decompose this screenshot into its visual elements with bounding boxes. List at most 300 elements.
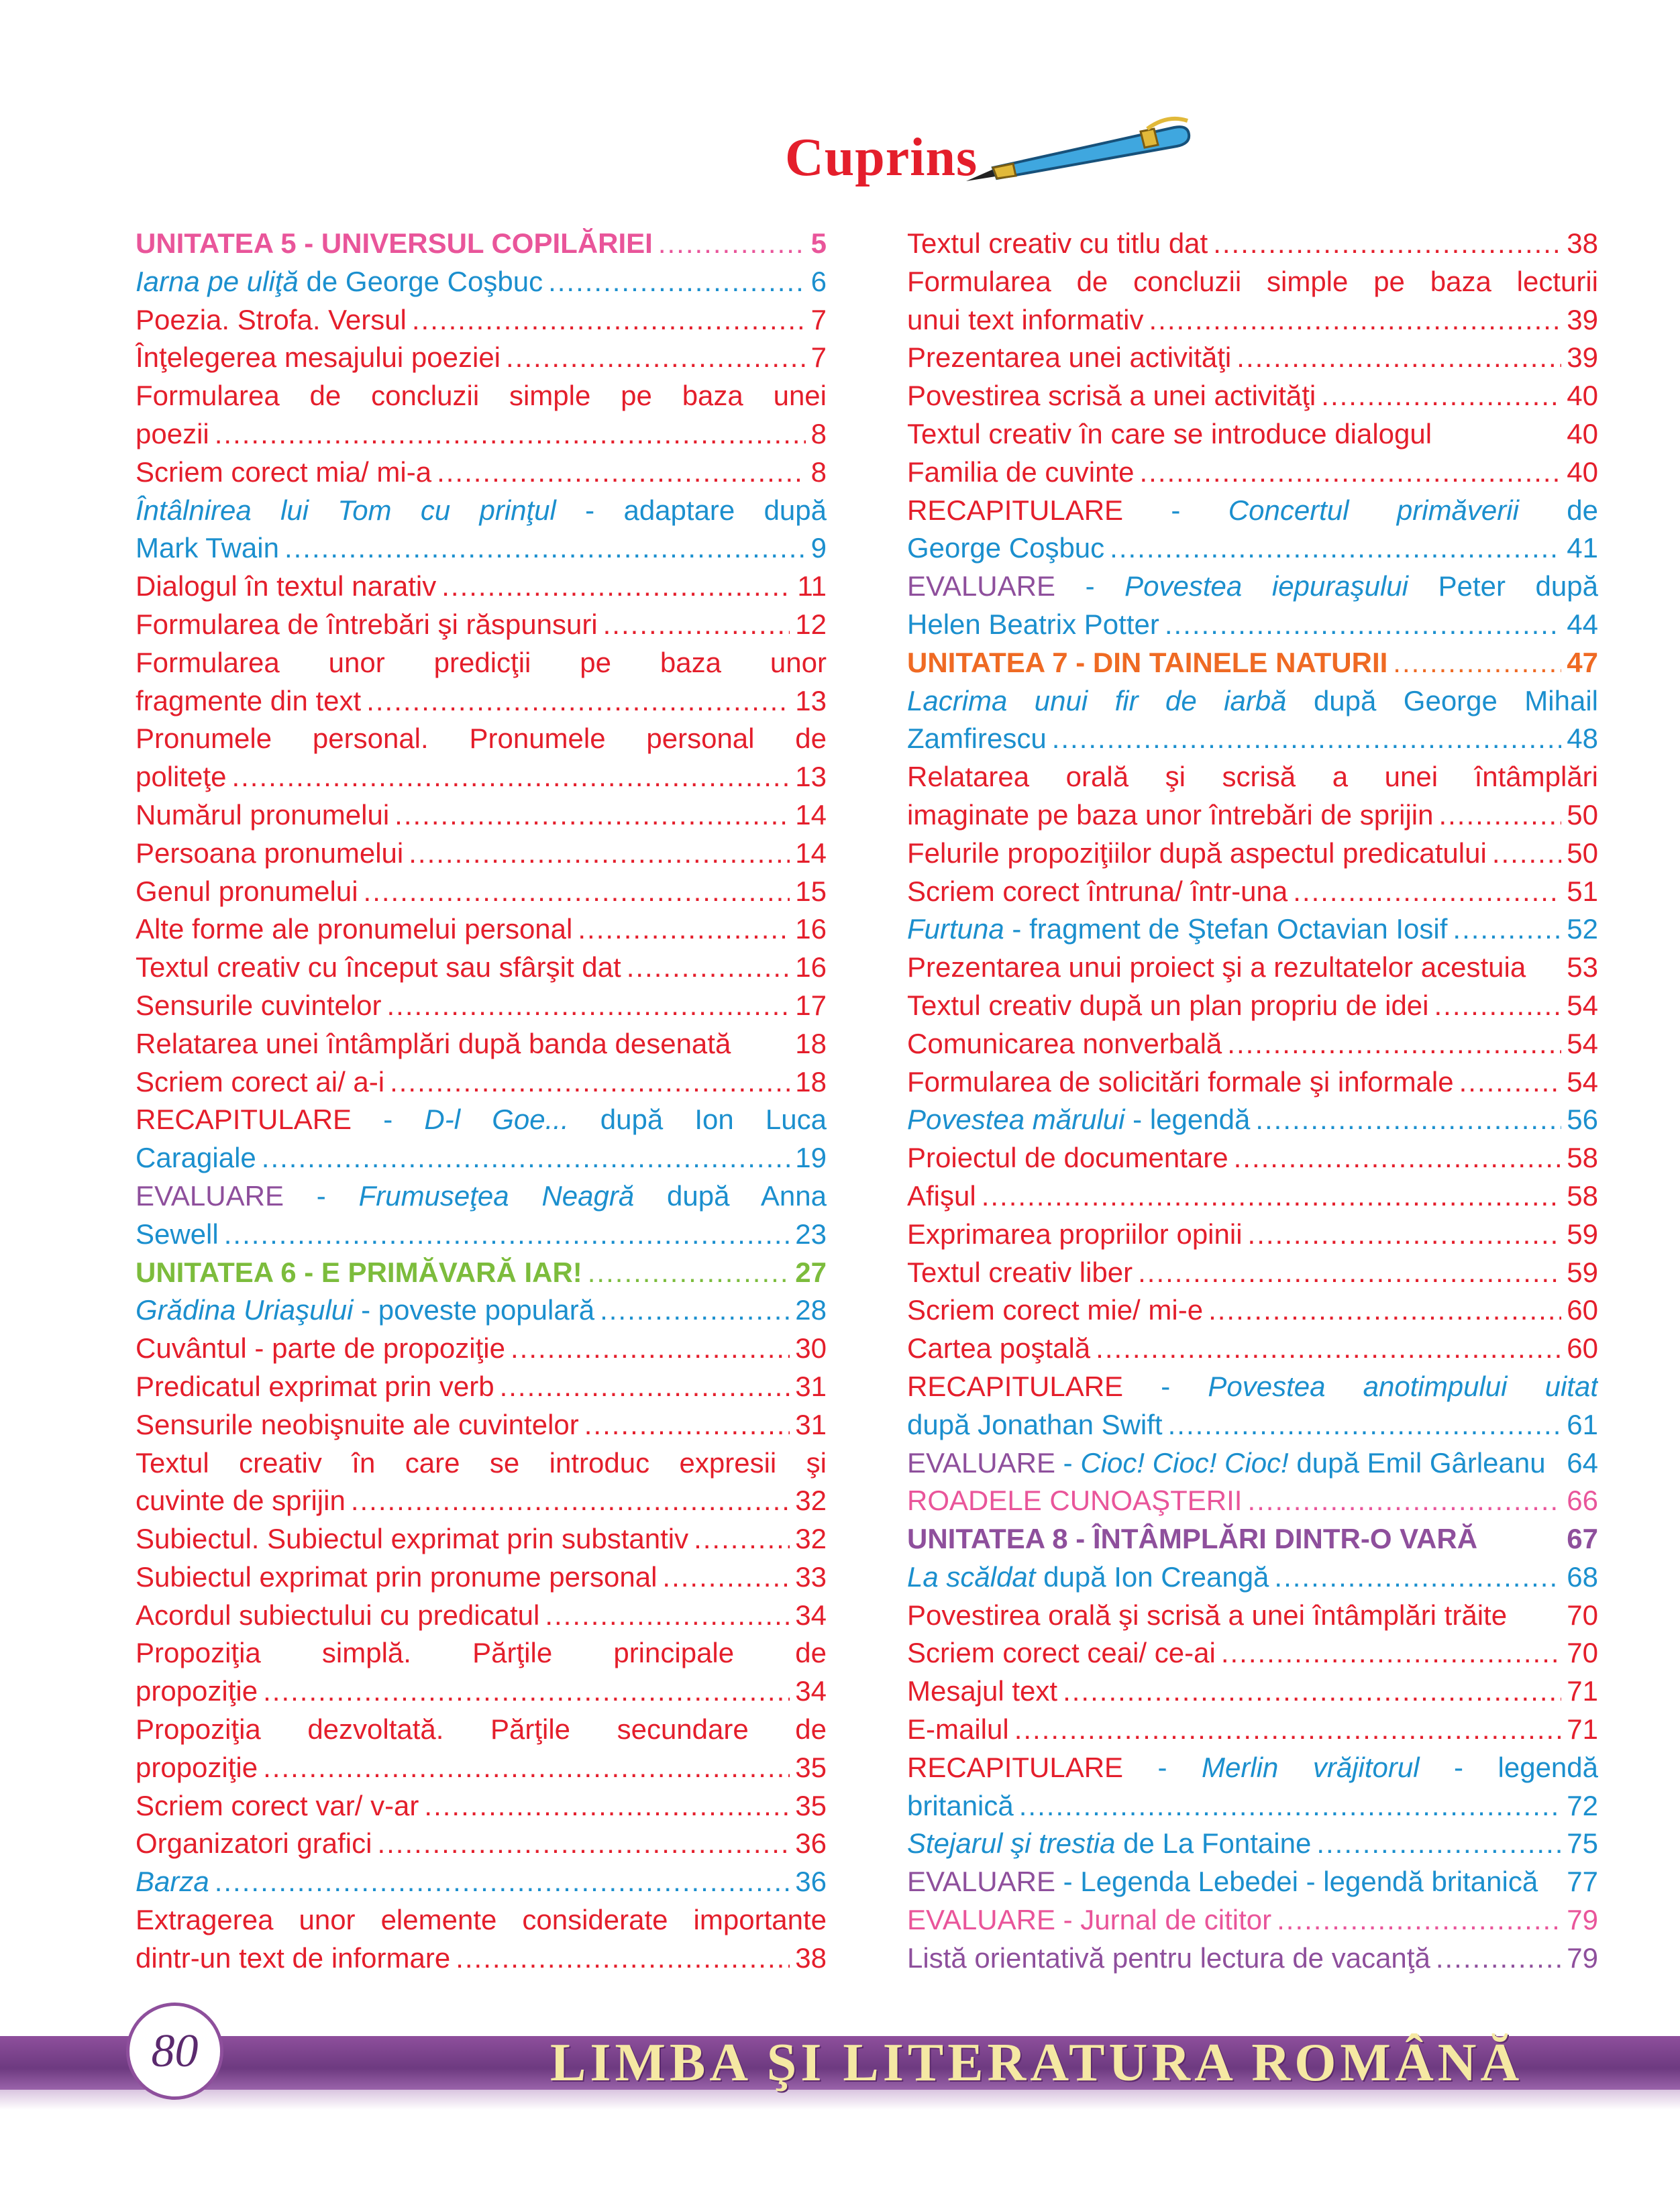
toc-page-number: 9	[810, 532, 827, 564]
toc-entry	[136, 1482, 827, 1520]
toc-entry-text	[907, 1520, 1477, 1558]
toc-text-segment: Exprimarea propriilor opinii	[907, 1218, 1243, 1250]
dot-leader	[658, 225, 806, 263]
toc-entry	[907, 263, 1598, 301]
toc-entry	[907, 1672, 1598, 1711]
toc-text-segment: Formularea de concluzii simple pe baza unei	[136, 380, 827, 412]
toc-text-segment: -	[1123, 1370, 1208, 1402]
toc-entry	[907, 1444, 1598, 1483]
toc-text-segment: -	[352, 1104, 425, 1136]
toc-text-segment: Relatarea unei întâmplări după banda desenată	[136, 1027, 731, 1059]
dot-leader	[578, 910, 790, 949]
toc-text-segment: Scriem corect mia/ mi-a	[136, 456, 432, 488]
toc-page-number: 39	[1567, 303, 1598, 335]
toc-entry	[907, 529, 1598, 568]
toc-text-segment: Merlin vrăjitorul	[1202, 1751, 1420, 1783]
dot-leader	[231, 758, 790, 796]
toc-text-segment: - legendă	[1419, 1751, 1598, 1783]
toc-page-number: 56	[1567, 1104, 1598, 1136]
toc-entry	[907, 1482, 1598, 1520]
toc-entry	[907, 987, 1598, 1025]
toc-text-segment: unui text informativ	[907, 303, 1144, 335]
toc-page-number: 30	[795, 1332, 827, 1365]
toc-entry	[907, 415, 1598, 454]
toc-text-segment: EVALUARE	[907, 1866, 1055, 1898]
toc-entry-text	[907, 263, 1598, 301]
dot-leader	[1138, 1254, 1561, 1292]
toc-page-number: 60	[1567, 1332, 1598, 1365]
toc-entry	[907, 1634, 1598, 1672]
toc-entry	[136, 1063, 827, 1102]
toc-entry	[136, 1139, 827, 1177]
toc-text-segment: Predicatul exprimat prin verb	[136, 1370, 494, 1402]
toc-entry	[136, 301, 827, 339]
toc-text-segment: Textul creativ după un plan propriu de idei	[907, 989, 1429, 1021]
toc-entry-text	[136, 1482, 346, 1520]
toc-text-segment: UNITATEA 7 - DIN TAINELE NATURII	[907, 646, 1388, 678]
dot-leader	[1393, 644, 1561, 682]
toc-entry	[136, 1520, 827, 1558]
toc-text-segment: Scriem corect întruna/ într-una	[907, 875, 1288, 907]
toc-entry-text	[907, 1634, 1216, 1672]
dot-leader	[588, 1254, 790, 1292]
toc-text-segment: Scriem corect ai/ a-i	[136, 1065, 385, 1098]
toc-entry-text	[136, 873, 358, 911]
toc-text-segment: Felurile propoziţiilor după aspectul predicatului	[907, 837, 1487, 869]
toc-entry-text	[136, 1025, 731, 1063]
dot-leader	[1234, 1139, 1562, 1177]
toc-entry-text	[907, 987, 1429, 1025]
toc-entry-text	[136, 1672, 258, 1711]
dot-leader	[224, 1216, 790, 1254]
dot-leader	[215, 1863, 790, 1901]
toc-text-segment: Formularea de concluzii simple pe baza lecturii	[907, 265, 1598, 297]
toc-text-segment: după Jonathan Swift	[907, 1408, 1163, 1440]
dot-leader	[603, 606, 790, 644]
toc-text-segment: UNITATEA 5 - UNIVERSUL COPILĂRIEI	[136, 227, 653, 259]
toc-page-number: 58	[1567, 1142, 1598, 1174]
toc-text-segment: propoziţie	[136, 1751, 258, 1783]
dot-leader	[1227, 1025, 1561, 1063]
toc-page-number: 28	[795, 1294, 827, 1326]
toc-page-number: 40	[1567, 380, 1598, 412]
toc-page-number: 59	[1567, 1218, 1598, 1250]
toc-entry	[907, 796, 1598, 835]
page-title: Cuprins	[785, 128, 978, 187]
toc-entry-text	[136, 1139, 256, 1177]
dot-leader	[1052, 720, 1562, 758]
toc-page-number: 6	[810, 265, 827, 297]
toc-text-segment: Extragerea unor elemente considerate importante	[136, 1904, 827, 1936]
toc-text-segment: Cartea poştală	[907, 1332, 1091, 1365]
toc-text-segment: Propoziţia simplă. Părţile principale de	[136, 1637, 827, 1669]
toc-entry	[907, 1711, 1598, 1749]
toc-text-segment: - legendă	[1124, 1104, 1251, 1136]
toc-page-number: 15	[795, 875, 827, 907]
dot-leader	[694, 1520, 790, 1558]
toc-entry	[136, 644, 827, 682]
toc-page-number: 58	[1567, 1179, 1598, 1212]
toc-page-number: 12	[795, 608, 827, 640]
toc-entry-text	[136, 1177, 827, 1216]
toc-entry	[907, 1825, 1598, 1863]
toc-text-segment: La scăldat	[907, 1560, 1036, 1593]
toc-page-number: 40	[1567, 417, 1598, 449]
toc-text-segment: EVALUARE	[907, 1446, 1055, 1479]
toc-page-number: 7	[810, 341, 827, 374]
toc-entry-text	[136, 377, 827, 415]
toc-entry	[136, 1901, 827, 1939]
toc-entry	[136, 1101, 827, 1139]
toc-text-segment: Textul creativ cu început sau sfârşit dat	[136, 951, 621, 983]
toc-entry	[907, 1254, 1598, 1292]
toc-entry	[136, 1597, 827, 1635]
toc-entry	[136, 682, 827, 721]
toc-page-number: 79	[1567, 1904, 1598, 1936]
toc-text-segment: D-l Goe...	[424, 1104, 569, 1136]
toc-entry-text	[136, 1330, 505, 1368]
toc-page-number: 14	[795, 837, 827, 869]
toc-entry-text	[136, 1901, 827, 1939]
dot-leader	[545, 1597, 790, 1635]
toc-text-segment: Proiectul de documentare	[907, 1142, 1228, 1174]
toc-entry-text	[907, 1025, 1222, 1063]
toc-entry	[907, 1291, 1598, 1330]
toc-text-segment: Textul creativ în care se introduce dialogul	[907, 417, 1432, 449]
toc-entry-text	[136, 492, 827, 530]
toc-entry-text	[907, 1749, 1598, 1787]
toc-text-segment: UNITATEA 6 - E PRIMĂVARĂ IAR!	[136, 1256, 582, 1288]
toc-entry	[907, 1558, 1598, 1597]
toc-entry-text	[907, 644, 1387, 682]
toc-text-segment: RECAPITULARE	[907, 1751, 1124, 1783]
toc-entry-text	[136, 225, 653, 263]
toc-entry-text	[136, 415, 209, 454]
toc-entry-text	[907, 1101, 1250, 1139]
toc-entry-text	[907, 1825, 1311, 1863]
toc-text-segment: Stejarul şi trestia	[907, 1827, 1116, 1860]
toc-entry	[907, 949, 1598, 987]
dot-leader	[1453, 910, 1561, 949]
toc-text-segment: EVALUARE	[907, 570, 1055, 602]
toc-entry	[907, 492, 1598, 530]
toc-text-segment: Sewell	[136, 1218, 219, 1250]
toc-entry-text	[907, 1330, 1090, 1368]
toc-entry	[136, 1177, 827, 1216]
toc-text-segment: Zamfirescu	[907, 723, 1047, 755]
toc-entry	[136, 1634, 827, 1672]
toc-entry-text	[907, 720, 1047, 758]
toc-text-segment: fragmente din text	[136, 684, 362, 716]
toc-text-segment: după Ion Luca	[568, 1104, 827, 1136]
toc-text-segment: după Emil Gârleanu	[1288, 1446, 1546, 1479]
toc-entry	[907, 1368, 1598, 1406]
toc-right-column	[907, 225, 1598, 1978]
dot-leader	[263, 1672, 790, 1711]
toc-entry-text	[907, 606, 1159, 644]
toc-entry	[136, 910, 827, 949]
dot-leader	[395, 796, 790, 835]
toc-page-number: 64	[1567, 1446, 1598, 1479]
toc-entry	[136, 1254, 827, 1292]
toc-entry-text	[136, 454, 431, 492]
toc-text-segment: poezii	[136, 417, 209, 449]
toc-page-number: 71	[1567, 1675, 1598, 1707]
dot-leader	[1436, 1939, 1561, 1978]
toc-page-number: 50	[1567, 837, 1598, 869]
toc-entry-text	[136, 339, 501, 377]
toc-entry	[136, 1939, 827, 1978]
toc-entry	[136, 1711, 827, 1749]
toc-entry	[136, 492, 827, 530]
toc-entry-text	[136, 301, 407, 339]
toc-text-segment: Genul pronumelui	[136, 875, 358, 907]
toc-entry	[136, 1025, 827, 1063]
toc-text-segment: Povestea mărului	[907, 1104, 1125, 1136]
toc-entry-text	[136, 1254, 582, 1292]
toc-entry-text	[907, 910, 1447, 949]
toc-entry	[907, 758, 1598, 796]
toc-entry-text	[907, 949, 1526, 987]
toc-entry	[136, 1368, 827, 1406]
toc-text-segment: Scriem corect ceai/ ce-ai	[907, 1637, 1216, 1669]
toc-text-segment: cuvinte de sprijin	[136, 1485, 346, 1517]
toc-entry	[907, 377, 1598, 415]
toc-text-segment: Grădina Uriaşului	[136, 1294, 354, 1326]
toc-text-segment: Textul creativ liber	[907, 1256, 1133, 1288]
dot-leader	[412, 301, 806, 339]
toc-entry	[136, 1672, 827, 1711]
toc-text-segment: -	[1123, 494, 1228, 526]
toc-text-segment: britanică	[907, 1789, 1014, 1821]
toc-text-segment: George Coşbuc	[907, 532, 1105, 564]
toc-entry	[136, 529, 827, 568]
toc-text-segment: Numărul pronumelui	[136, 798, 390, 831]
toc-entry	[907, 720, 1598, 758]
toc-text-segment: propoziţie	[136, 1675, 258, 1707]
toc-entry-text	[136, 529, 279, 568]
toc-entry	[136, 1863, 827, 1901]
toc-text-segment: Alte forme ale pronumelui personal	[136, 913, 573, 945]
toc-entry-text	[907, 682, 1598, 721]
toc-entry-text	[907, 301, 1144, 339]
dot-leader	[437, 454, 806, 492]
toc-entry-text	[907, 492, 1598, 530]
dot-leader	[1019, 1787, 1562, 1825]
toc-page-number: 8	[810, 456, 827, 488]
toc-entry	[907, 1901, 1598, 1939]
dot-leader	[1221, 1634, 1561, 1672]
toc-text-segment: Acordul subiectului cu predicatul	[136, 1599, 540, 1631]
toc-entry	[136, 339, 827, 377]
toc-text-segment: Povestirea scrisă a unei activităţi	[907, 380, 1316, 412]
toc-entry	[136, 720, 827, 758]
toc-text-segment: Formularea de întrebări şi răspunsuri	[136, 608, 598, 640]
toc-entry-text	[907, 1063, 1454, 1102]
dot-leader	[1321, 377, 1561, 415]
dot-leader	[1110, 529, 1561, 568]
toc-entry-text	[136, 1368, 494, 1406]
toc-entry-text	[136, 1749, 258, 1787]
toc-entry-text	[136, 606, 598, 644]
dot-leader	[1063, 1672, 1561, 1711]
toc-text-segment: Subiectul exprimat prin pronume personal	[136, 1560, 658, 1593]
dot-leader	[424, 1787, 790, 1825]
dot-leader	[1248, 1216, 1562, 1254]
toc-entry-text	[907, 758, 1598, 796]
toc-text-segment: RECAPITULARE	[907, 494, 1124, 526]
toc-entry-text	[136, 758, 226, 796]
toc-page-number: 36	[795, 1827, 827, 1860]
toc-page-number: 11	[797, 570, 827, 602]
toc-entry-text	[136, 263, 543, 301]
toc-page-number: 31	[795, 1370, 827, 1402]
toc-page-number: 75	[1567, 1827, 1598, 1860]
dot-leader	[1459, 1063, 1562, 1102]
toc-entry-text	[907, 1787, 1014, 1825]
toc-text-segment: Afişul	[907, 1179, 976, 1212]
toc-page-number: 47	[1567, 646, 1598, 678]
toc-entry	[907, 1025, 1598, 1063]
toc-text-segment: Textul creativ în care se introduc expresii şi	[136, 1446, 827, 1479]
toc-text-segment: de George Coşbuc	[298, 265, 543, 297]
toc-text-segment: Povestea iepuraşului	[1124, 570, 1408, 602]
toc-page-number: 40	[1567, 456, 1598, 488]
toc-left-column	[136, 225, 827, 1978]
dot-leader	[1247, 1482, 1561, 1520]
toc-page-number: 70	[1567, 1599, 1598, 1631]
toc-entry	[907, 1520, 1598, 1558]
toc-entry-text	[136, 644, 827, 682]
toc-entry-text	[907, 339, 1231, 377]
toc-entry-text	[907, 568, 1598, 606]
fountain-pen-icon	[953, 114, 1208, 195]
dot-leader	[1277, 1901, 1561, 1939]
toc-text-segment: după Anna	[634, 1179, 827, 1212]
toc-text-segment: Iarna pe uliţă	[136, 265, 299, 297]
toc-entry	[907, 1863, 1598, 1901]
toc-entry-text	[907, 529, 1104, 568]
toc-entry-text	[136, 568, 436, 606]
toc-entry-text	[907, 1939, 1430, 1978]
toc-entry	[136, 454, 827, 492]
toc-text-segment: Poezia. Strofa. Versul	[136, 303, 407, 335]
toc-entry-text	[907, 1901, 1271, 1939]
toc-page-number: 44	[1567, 608, 1598, 640]
dot-leader	[1438, 796, 1561, 835]
toc-page-number: 13	[795, 684, 827, 716]
dot-leader	[511, 1330, 790, 1368]
toc-page-number: 60	[1567, 1294, 1598, 1326]
toc-text-segment: Textul creativ cu titlu dat	[907, 227, 1208, 259]
dot-leader	[263, 1749, 790, 1787]
toc-entry-text	[136, 720, 827, 758]
toc-text-segment: Cuvântul - parte de propoziţie	[136, 1332, 505, 1365]
toc-entry-text	[907, 225, 1208, 263]
toc-text-segment: Frumuseţea Neagră	[358, 1179, 635, 1212]
dot-leader	[506, 339, 806, 377]
toc-page-number: 54	[1567, 1065, 1598, 1098]
dot-leader	[600, 1291, 790, 1330]
toc-entry-text	[136, 796, 389, 835]
toc-page-number: 50	[1567, 798, 1598, 831]
toc-entry-text	[136, 1787, 419, 1825]
toc-page-number: 36	[795, 1866, 827, 1898]
dot-leader	[441, 568, 792, 606]
toc-entry	[136, 1558, 827, 1597]
toc-entry	[907, 568, 1598, 606]
toc-entry	[907, 1597, 1598, 1635]
toc-text-segment: Listă orientativă pentru lectura de vacanţă	[907, 1941, 1430, 1974]
dot-leader	[1316, 1825, 1561, 1863]
toc-text-segment: Dialogul în textul narativ	[136, 570, 437, 602]
toc-text-segment: Comunicarea nonverbală	[907, 1027, 1222, 1059]
dot-leader	[662, 1558, 790, 1597]
toc-text-segment: Organizatori grafici	[136, 1827, 372, 1860]
dot-leader	[1165, 606, 1561, 644]
toc-page-number: 71	[1567, 1713, 1598, 1746]
toc-text-segment: - Legenda Lebedei - legendă britanică	[1055, 1866, 1538, 1898]
toc-entry-text	[136, 1444, 827, 1483]
toc-page-number: 59	[1567, 1256, 1598, 1288]
toc-page-number: 72	[1567, 1789, 1598, 1821]
toc-text-segment: Helen Beatrix Potter	[907, 608, 1159, 640]
toc-text-segment: imaginate pe baza unor întrebări de sprijin	[907, 798, 1434, 831]
toc-page-number: 17	[795, 989, 827, 1021]
toc-text-segment: Scriem corect var/ v-ar	[136, 1789, 419, 1821]
toc-entry-text	[907, 873, 1288, 911]
toc-text-segment: RECAPITULARE	[136, 1104, 352, 1136]
toc-entry-text	[907, 1139, 1228, 1177]
toc-entry	[136, 758, 827, 796]
toc-entry	[136, 987, 827, 1025]
dot-leader	[1213, 225, 1561, 263]
toc-entry-text	[136, 1291, 594, 1330]
toc-text-segment: Mesajul text	[907, 1675, 1058, 1707]
toc-entry-text	[136, 1406, 579, 1444]
toc-entry	[907, 1139, 1598, 1177]
dot-leader	[584, 1406, 790, 1444]
toc-text-segment: Pronumele personal. Pronumele personal de	[136, 723, 827, 755]
dot-leader	[1274, 1558, 1561, 1597]
toc-entry	[136, 1825, 827, 1863]
toc-text-segment: Formularea unor predicţii pe baza unor	[136, 646, 827, 678]
dot-leader	[1096, 1330, 1561, 1368]
toc-entry-text	[136, 1216, 219, 1254]
toc-page-number: 16	[795, 951, 827, 983]
toc-entry-text	[907, 1406, 1163, 1444]
toc-text-segment: Familia de cuvinte	[907, 456, 1135, 488]
toc-entry	[907, 1101, 1598, 1139]
toc-page-number: 5	[810, 227, 827, 259]
toc-page-number: 67	[1567, 1523, 1598, 1555]
toc-entry	[907, 339, 1598, 377]
toc-entry	[907, 1939, 1598, 1978]
toc-text-segment: Relatarea orală şi scrisă a unei întâmplări	[907, 761, 1598, 793]
toc-entry	[136, 873, 827, 911]
toc-entry	[907, 644, 1598, 682]
toc-text-segment: Mark Twain	[136, 532, 279, 564]
toc-page-number: 14	[795, 798, 827, 831]
toc-text-segment: Persoana pronumelui	[136, 837, 404, 869]
toc-text-segment: EVALUARE	[907, 1904, 1055, 1936]
dot-leader	[1492, 835, 1561, 873]
toc-entry-text	[136, 835, 403, 873]
toc-page-number: 32	[795, 1523, 827, 1555]
toc-text-segment: Sensurile cuvintelor	[136, 989, 382, 1021]
toc-entry-text	[136, 1597, 539, 1635]
toc-page-number: 31	[795, 1408, 827, 1440]
